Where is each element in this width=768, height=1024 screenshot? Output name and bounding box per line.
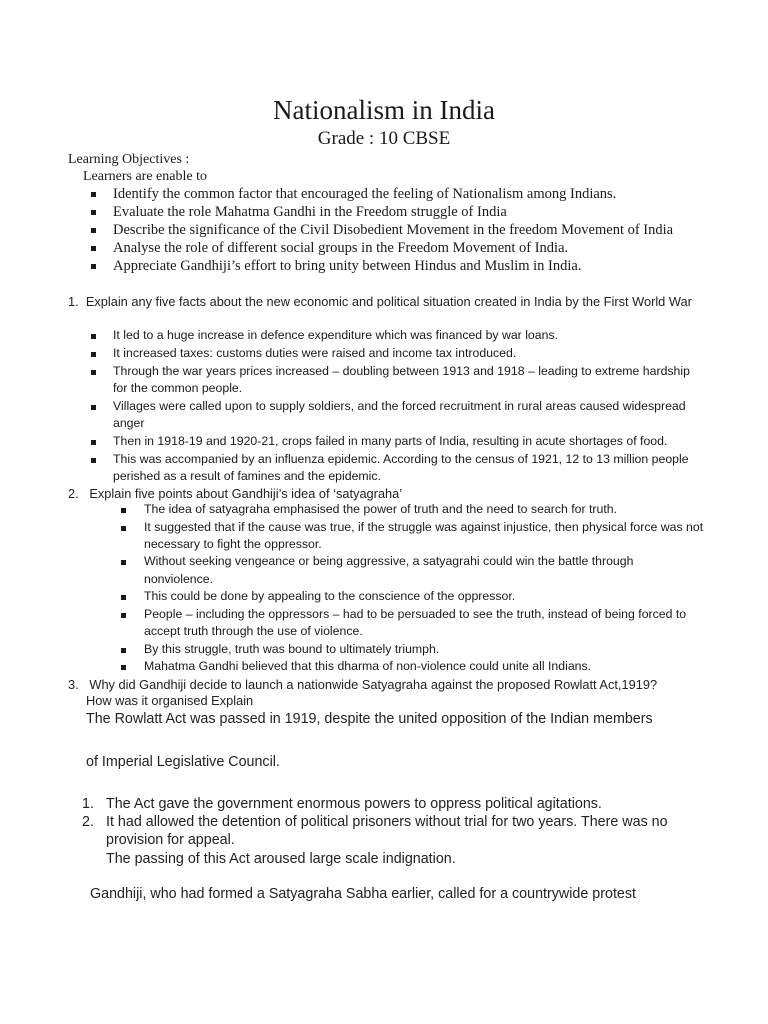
list-item: Describe the significance of the Civil Disobedient Movement in the freedom Movement of India bbox=[113, 221, 733, 239]
question-3-line2: How was it organised Explain bbox=[86, 693, 254, 708]
list-item: Identify the common factor that encouraged the feeling of Nationalism among Indians. bbox=[113, 185, 733, 203]
list-item: The idea of satyagraha emphasised the power of truth and the need to search for truth. bbox=[144, 501, 704, 518]
question-text: Why did Gandhiji decide to launch a nationwide Satyagraha against the proposed Rowlatt Act,1919? bbox=[89, 677, 658, 692]
list-item: People – including the oppressors – had to be persuaded to see the truth, instead of being forced to accept truth through the use of violence. bbox=[144, 606, 704, 641]
question-text: Explain five points about Gandhiji’s idea of ‘satyagraha’ bbox=[89, 486, 403, 501]
question-3 bbox=[68, 677, 657, 693]
answers-list-2 bbox=[144, 501, 704, 676]
question-1 bbox=[68, 294, 708, 310]
question-number: 3. bbox=[68, 677, 79, 692]
list-item: Then in 1918-19 and 1920-21, crops failed in many parts of India, resulting in acute shortages of food. bbox=[113, 433, 703, 450]
list-item bbox=[82, 795, 706, 813]
list-item: Villages were called upon to supply soldiers, and the forced recruitment in rural areas caused widespread anger bbox=[113, 398, 703, 433]
list-item: Through the war years prices increased – doubling between 1913 and 1918 – leading to extreme hardship for the common people. bbox=[113, 363, 703, 398]
list-number: 1. bbox=[82, 796, 94, 812]
answers-list-1 bbox=[113, 327, 703, 486]
list-item: Mahatma Gandhi believed that this dharma of non-violence could unite all Indians. bbox=[144, 658, 704, 675]
objectives-list bbox=[113, 185, 733, 275]
list-number: 2. bbox=[82, 814, 94, 830]
list-item: Evaluate the role Mahatma Gandhi in the Freedom struggle of India bbox=[113, 203, 733, 221]
list-item: By this struggle, truth was bound to ultimately triumph. bbox=[144, 641, 704, 658]
answer-paragraph: of Imperial Legislative Council. bbox=[86, 754, 280, 770]
document-title: Nationalism in India bbox=[273, 95, 495, 125]
question-number: 1. bbox=[68, 294, 79, 309]
list-item-text: It had allowed the detention of political prisoners without trial for two years. There was no provision for appeal. bbox=[106, 814, 668, 848]
question-text: Explain any five facts about the new economic and political situation created in India by the First World War bbox=[85, 294, 692, 309]
answer-paragraph: The Rowlatt Act was passed in 1919, despite the united opposition of the Indian members bbox=[86, 711, 653, 727]
answer-paragraph: Gandhiji, who had formed a Satyagraha Sabha earlier, called for a countrywide protest bbox=[90, 886, 636, 902]
list-item-text: The Act gave the government enormous powers to oppress political agitations. bbox=[106, 796, 602, 812]
list-item: It suggested that if the cause was true, if the struggle was against injustice, then physical force was not necessary to fight the oppressor. bbox=[144, 519, 704, 554]
answer-paragraph: The passing of this Act aroused large scale indignation. bbox=[106, 851, 456, 867]
list-item: Without seeking vengeance or being aggressive, a satyagrahi could win the battle through nonviolence. bbox=[144, 553, 704, 588]
list-item: This could be done by appealing to the conscience of the oppressor. bbox=[144, 588, 704, 605]
numbered-list bbox=[82, 795, 706, 849]
list-item: It increased taxes: customs duties were raised and income tax introduced. bbox=[113, 345, 703, 362]
list-item bbox=[82, 813, 706, 849]
question-number: 2. bbox=[68, 486, 79, 501]
list-item: It led to a huge increase in defence expenditure which was financed by war loans. bbox=[113, 327, 703, 344]
list-item: This was accompanied by an influenza epidemic. According to the census of 1921, 12 to 13 million people perished as a result of famines and the epidemic. bbox=[113, 451, 703, 486]
objectives-heading: Learning Objectives : bbox=[68, 152, 190, 167]
document-subtitle: Grade : 10 CBSE bbox=[317, 128, 451, 149]
list-item: Analyse the role of different social groups in the Freedom Movement of India. bbox=[113, 239, 733, 257]
question-2 bbox=[68, 486, 402, 502]
objectives-intro: Learners are enable to bbox=[83, 169, 207, 184]
list-item: Appreciate Gandhiji’s effort to bring unity between Hindus and Muslim in India. bbox=[113, 257, 733, 275]
